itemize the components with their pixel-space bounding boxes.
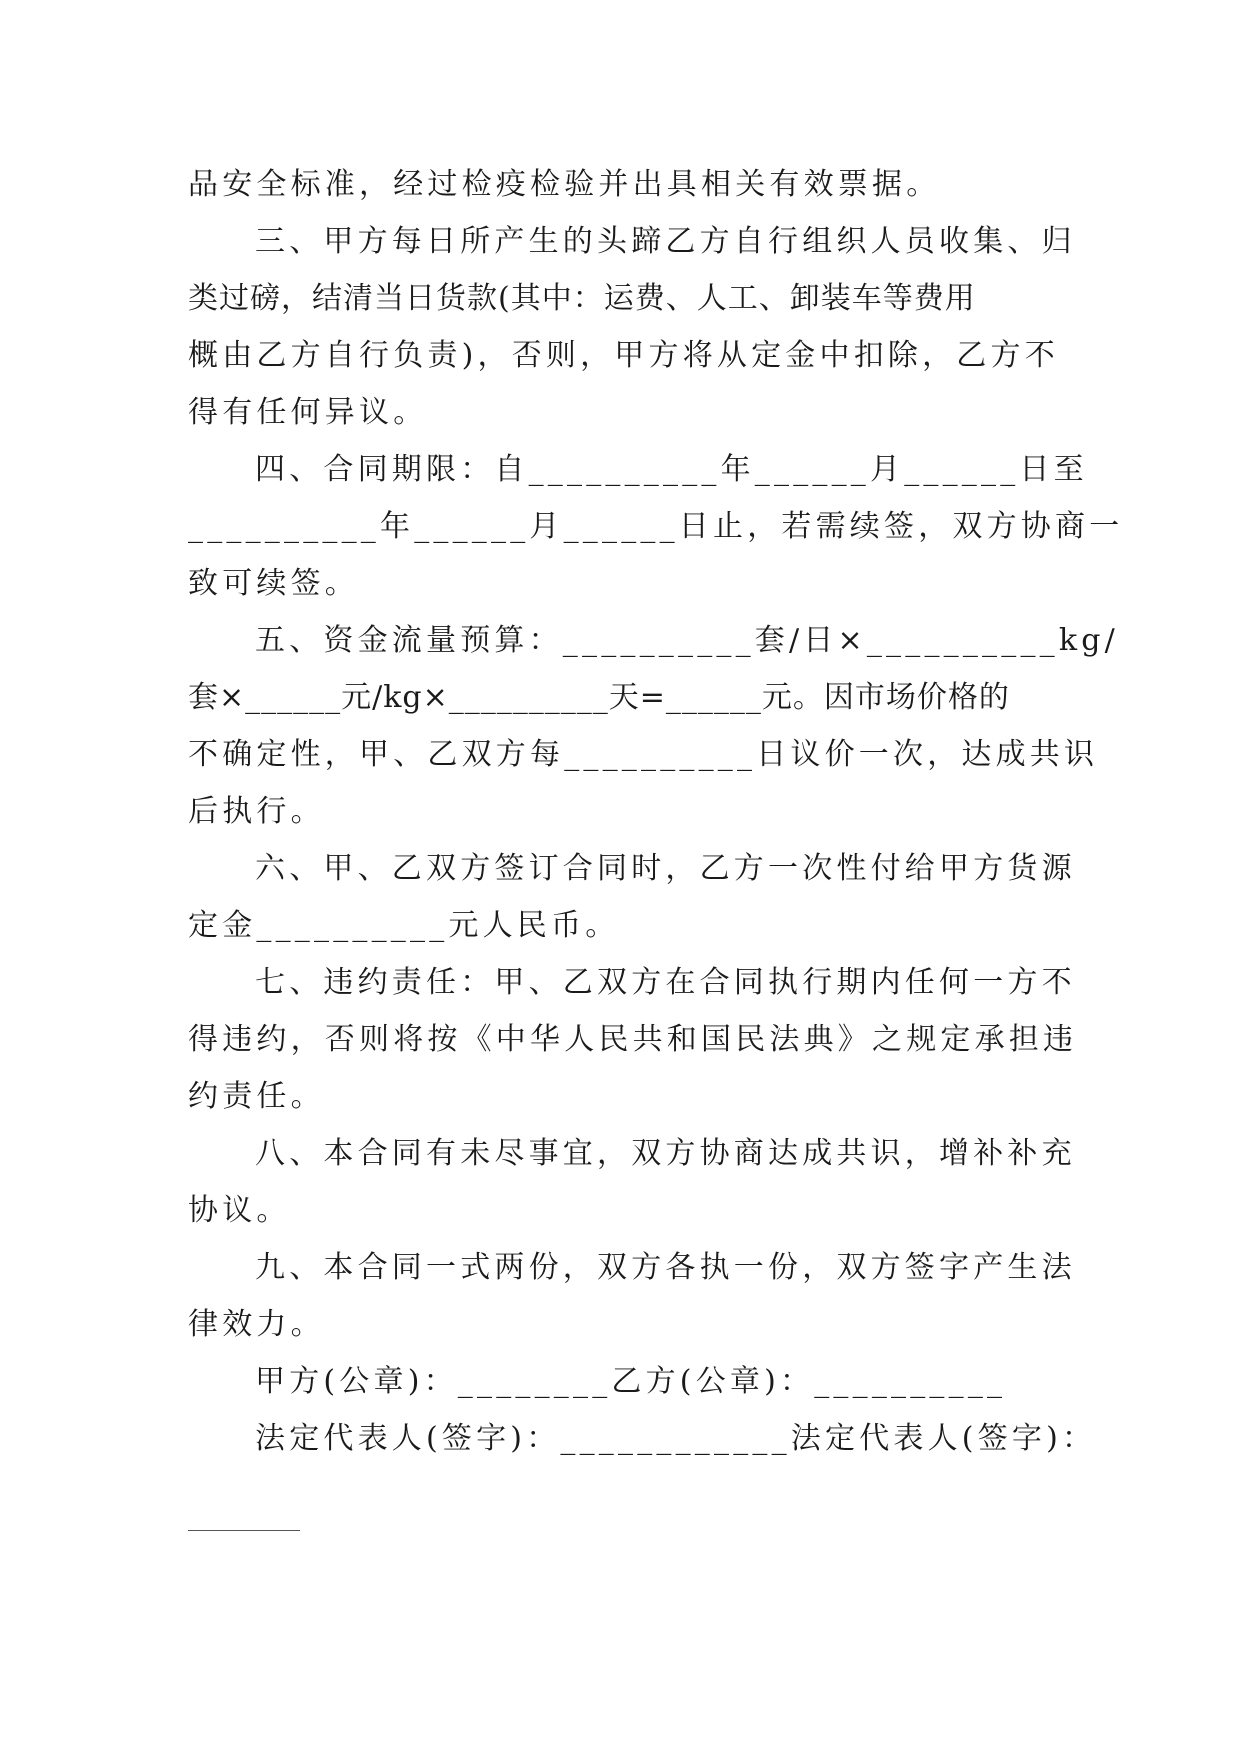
clause-6-line: 六、甲、乙双方签订合同时，乙方一次性付给甲方货源 <box>255 851 1076 886</box>
clause-8-line: 八、本合同有未尽事宜，双方协商达成共识，增补补充 <box>255 1136 1076 1171</box>
paragraph-line: 律效力。 <box>188 1307 325 1342</box>
paragraph-line: __________年______月______日止，若需续签，双方协商一 <box>188 509 1124 544</box>
signature-underline <box>188 1530 300 1531</box>
paragraph-line: 品安全标准，经过检疫检验并出具相关有效票据。 <box>188 167 941 202</box>
paragraph-line: 协议。 <box>188 1193 291 1228</box>
paragraph-line: 得违约，否则将按《中华人民共和国民法典》之规定承担违 <box>188 1022 1078 1057</box>
paragraph-line: 类过磅，结清当日货款(其中：运费、人工、卸装车等费用 <box>188 281 976 316</box>
paragraph-line: 不确定性，甲、乙双方每__________日议价一次，达成共识 <box>188 737 1099 772</box>
party-seal-line: 甲方(公章)：________乙方(公章)：__________ <box>255 1364 1007 1399</box>
paragraph-line: 定金__________元人民币。 <box>188 908 620 943</box>
clause-4-line: 四、合同期限：自__________年______月______日至 <box>255 452 1088 487</box>
paragraph-line: 得有任何异议。 <box>188 395 428 430</box>
paragraph-line: 套×______元/kg×__________天=______元。因市场价格的 <box>188 680 1010 715</box>
clause-7-line: 七、违约责任：甲、乙双方在合同执行期内任何一方不 <box>255 965 1076 1000</box>
clause-9-line: 九、本合同一式两份，双方各执一份，双方签字产生法 <box>255 1250 1076 1285</box>
paragraph-line: 致可续签。 <box>188 566 359 601</box>
clause-5-line: 五、资金流量预算：__________套/日×__________kg/ <box>255 623 1119 658</box>
legal-representative-line: 法定代表人(签字)：____________法定代表人(签字)： <box>255 1421 1097 1456</box>
paragraph-line: 约责任。 <box>188 1079 325 1114</box>
paragraph-line: 后执行。 <box>188 794 325 829</box>
clause-3-line: 三、甲方每日所产生的头蹄乙方自行组织人员收集、归 <box>255 224 1076 259</box>
paragraph-line: 概由乙方自行负责)，否则，甲方将从定金中扣除，乙方不 <box>188 338 1059 373</box>
